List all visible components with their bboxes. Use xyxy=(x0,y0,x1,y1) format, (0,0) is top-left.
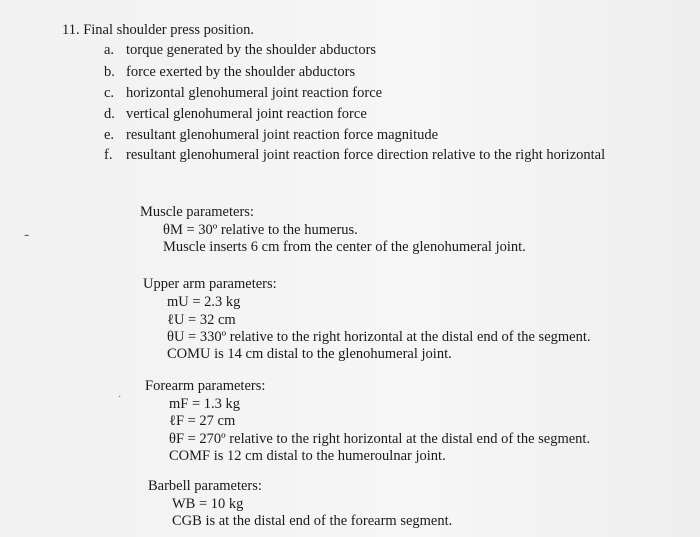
part-letter: e. xyxy=(104,127,115,143)
forearm-com: COMF is 12 cm distal to the humeroulnar joint. xyxy=(169,448,446,464)
forearm-length: ℓF = 27 cm xyxy=(169,413,236,429)
part-text: vertical glenohumeral joint reaction force xyxy=(126,106,367,122)
part-e xyxy=(104,126,438,144)
barbell-cg: CGB is at the distal end of the forearm segment. xyxy=(172,513,453,529)
barbell-heading: Barbell parameters: xyxy=(148,478,262,494)
part-text: resultant glenohumeral joint reaction force direction relative to the right horizontal xyxy=(126,147,606,163)
part-letter: a. xyxy=(104,42,115,58)
part-b xyxy=(104,63,355,81)
part-letter: c. xyxy=(104,85,115,101)
forearm-mass: mF = 1.3 kg xyxy=(169,396,241,412)
part-text: horizontal glenohumeral joint reaction force xyxy=(126,85,383,101)
part-a xyxy=(104,41,376,59)
barbell-weight: WB = 10 kg xyxy=(172,496,244,512)
upper-arm-length: ℓU = 32 cm xyxy=(167,312,236,328)
part-letter: d. xyxy=(104,106,115,122)
part-letter: f. xyxy=(104,147,113,163)
forearm-angle: θF = 270º relative to the right horizontal at the distal end of the segment. xyxy=(169,431,591,447)
upper-arm-heading: Upper arm parameters: xyxy=(143,276,277,292)
part-c xyxy=(104,84,382,102)
part-letter: b. xyxy=(104,64,115,80)
margin-mark: · xyxy=(118,392,122,403)
margin-mark: - xyxy=(24,226,30,243)
upper-arm-mass: mU = 2.3 kg xyxy=(167,294,241,310)
muscle-angle: θM = 30º relative to the humerus. xyxy=(163,222,358,238)
upper-arm-angle: θU = 330º relative to the right horizontal at the distal end of the segment. xyxy=(167,329,591,345)
part-text: torque generated by the shoulder abductors xyxy=(126,42,377,58)
upper-arm-com: COMU is 14 cm distal to the glenohumeral joint. xyxy=(167,346,452,362)
part-d xyxy=(104,105,367,123)
part-text: resultant glenohumeral joint reaction force magnitude xyxy=(126,127,439,143)
forearm-heading: Forearm parameters: xyxy=(145,378,266,394)
muscle-heading: Muscle parameters: xyxy=(140,204,254,220)
muscle-insertion: Muscle inserts 6 cm from the center of the glenohumeral joint. xyxy=(163,239,526,255)
part-text: force exerted by the shoulder abductors xyxy=(126,64,356,80)
question-title: 11. Final shoulder press position. xyxy=(62,22,254,38)
part-f xyxy=(104,146,605,164)
